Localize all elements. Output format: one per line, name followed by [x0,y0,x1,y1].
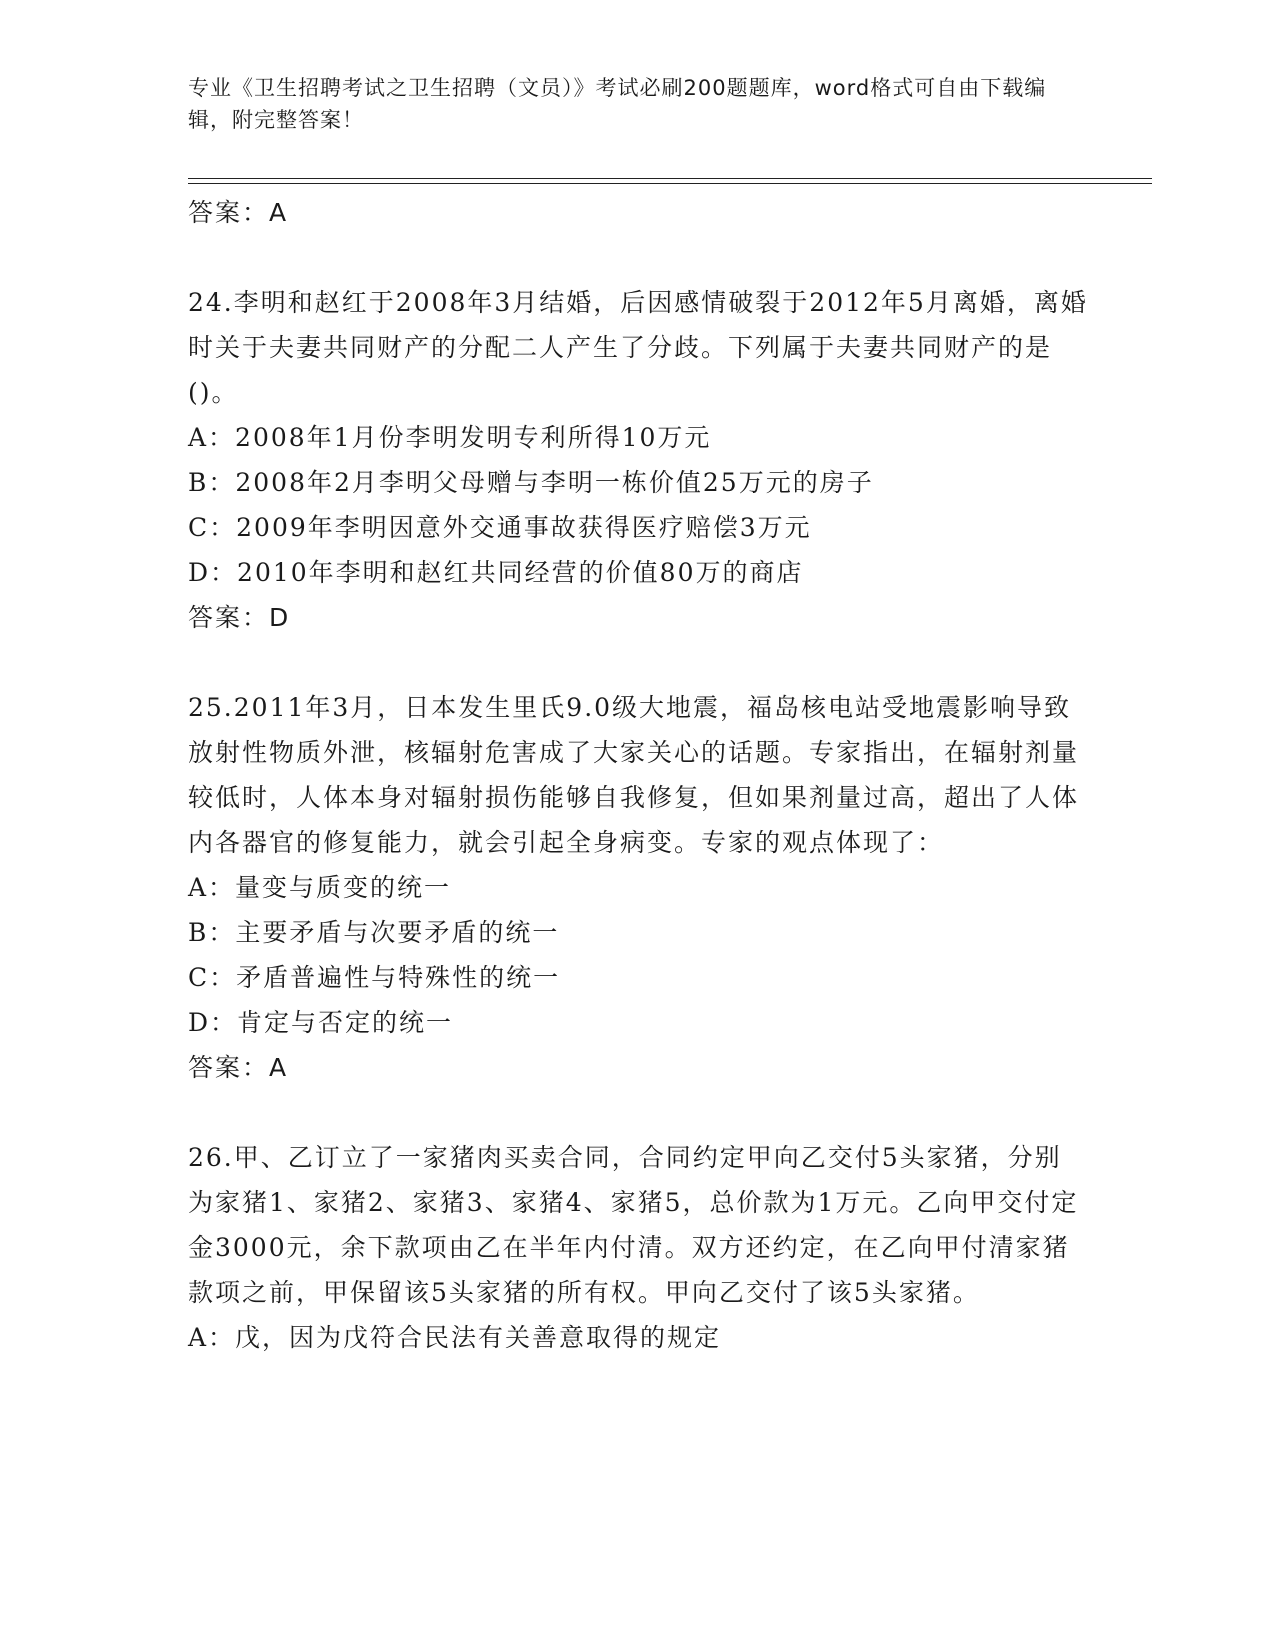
question-24 [188,280,1088,640]
option-b: B：2008年2月李明父母赠与李明一栋价值25万元的房子 [188,468,874,497]
question-list [188,190,1088,1360]
header-rule-bottom [188,183,1152,184]
spacer [188,235,1088,280]
option-c: C：2009年李明因意外交通事故获得医疗赔偿3万元 [188,513,812,542]
option-a: A：戊，因为戊符合民法有关善意取得的规定 [188,1323,722,1352]
answer-line: 答案：D [188,603,291,632]
answer-line: 答案：A [188,198,289,227]
question-stem: 26.甲、乙订立了一家猪肉买卖合同，合同约定甲向乙交付5头家猪，分别为家猪1、家猪2、家猪3、家猪4、家猪5，总价款为1万元。乙向甲交付定金3000元，余下款项由乙在半年内付清。双方还约定，在乙向甲付清家猪款项之前，甲保留该5头家猪的所有权。甲向乙交付了该5头家猪。 [188,1143,1079,1307]
question-25 [188,685,1088,1090]
spacer [188,1090,1088,1135]
option-a: A：量变与质变的统一 [188,873,452,902]
option-a: A：2008年1月份李明发明专利所得10万元 [188,423,712,452]
option-d: D：2010年李明和赵红共同经营的价值80万的商店 [188,558,804,587]
spacer [188,640,1088,685]
page-header: 专业《卫生招聘考试之卫生招聘（文员）》考试必刷200题题库，word格式可自由下载编辑，附完整答案！ [188,76,1047,132]
header-rule-top [188,178,1152,179]
question-26 [188,1135,1088,1360]
answer-line: 答案：A [188,1053,289,1082]
option-b: B：主要矛盾与次要矛盾的统一 [188,918,560,947]
option-c: C：矛盾普遍性与特殊性的统一 [188,963,561,992]
question-stem: 25.2011年3月，日本发生里氏9.0级大地震，福岛核电站受地震影响导致放射性物质外泄，核辐射危害成了大家关心的话题。专家指出，在辐射剂量较低时，人体本身对辐射损伤能够自我修复，但如果剂量过高，超出了人体内各器官的修复能力，就会引起全身病变。专家的观点体现了： [188,693,1080,857]
question-stem: 24.李明和赵红于2008年3月结婚，后因感情破裂于2012年5月离婚，离婚时关于夫妻共同财产的分配二人产生了分歧。下列属于夫妻共同财产的是()。 [188,288,1088,407]
option-d: D：肯定与否定的统一 [188,1008,454,1037]
